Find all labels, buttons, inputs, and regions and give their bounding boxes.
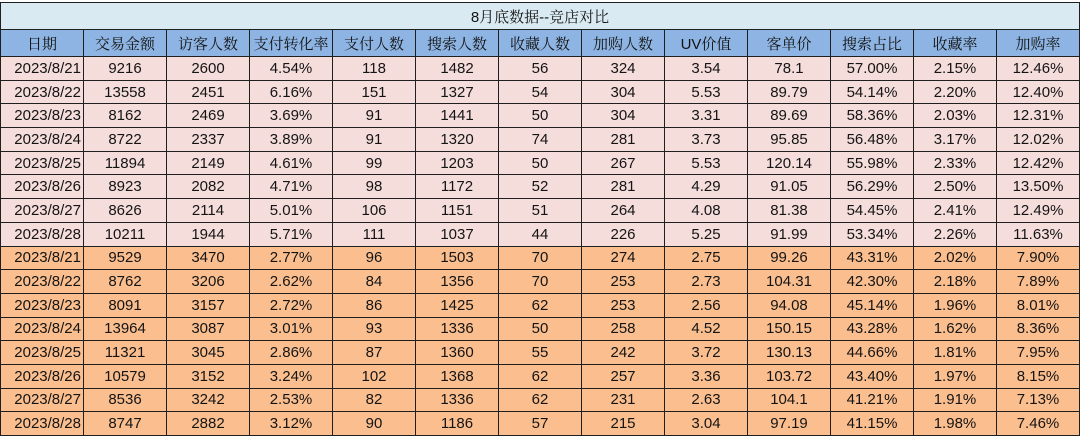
table-cell[interactable]: 70	[499, 246, 582, 270]
table-cell[interactable]: 2.02%	[914, 246, 997, 270]
table-row	[1, 80, 1080, 104]
table-cell[interactable]: 8162	[84, 104, 167, 128]
table-cell[interactable]: 2451	[167, 80, 250, 104]
table-cell[interactable]: 4.54%	[250, 57, 333, 81]
table-cell[interactable]: 9529	[84, 246, 167, 270]
date-cell[interactable]: 2023/8/26	[1, 364, 84, 388]
table-cell[interactable]: 215	[582, 412, 665, 436]
table-cell[interactable]: 7.46%	[997, 412, 1080, 436]
table-cell[interactable]: 87	[333, 341, 416, 365]
table-cell[interactable]: 1172	[416, 175, 499, 199]
table-cell[interactable]: 3.17%	[914, 128, 997, 152]
table-cell[interactable]: 1503	[416, 246, 499, 270]
table-cell[interactable]: 93	[333, 317, 416, 341]
table-cell[interactable]: 2.56	[665, 293, 748, 317]
table-cell[interactable]: 44.66%	[831, 341, 914, 365]
date-cell[interactable]: 2023/8/28	[1, 222, 84, 246]
table-cell[interactable]: 91	[333, 128, 416, 152]
table-cell[interactable]: 104.31	[748, 270, 831, 294]
title-row	[1, 3, 1080, 30]
table-cell[interactable]: 43.40%	[831, 364, 914, 388]
column-header-10[interactable]: 搜索占比	[831, 30, 914, 57]
table-cell[interactable]: 13.50%	[997, 175, 1080, 199]
column-header-0[interactable]: 日期	[1, 30, 84, 57]
table-cell[interactable]: 62	[499, 388, 582, 412]
date-cell[interactable]: 2023/8/22	[1, 270, 84, 294]
table-cell[interactable]: 1441	[416, 104, 499, 128]
column-header-1[interactable]: 交易金额	[84, 30, 167, 57]
table-cell[interactable]: 42.30%	[831, 270, 914, 294]
date-cell[interactable]: 2023/8/22	[1, 80, 84, 104]
table-cell[interactable]: 56.29%	[831, 175, 914, 199]
table-cell[interactable]: 41.21%	[831, 388, 914, 412]
table-cell[interactable]: 2.33%	[914, 151, 997, 175]
table-cell[interactable]: 99	[333, 151, 416, 175]
table-cell[interactable]: 43.28%	[831, 317, 914, 341]
table-cell[interactable]: 1.62%	[914, 317, 997, 341]
table-cell[interactable]: 96	[333, 246, 416, 270]
table-cell[interactable]: 2.86%	[250, 341, 333, 365]
table-cell[interactable]: 3470	[167, 246, 250, 270]
table-cell[interactable]: 1327	[416, 80, 499, 104]
table-cell[interactable]: 3087	[167, 317, 250, 341]
table-cell[interactable]: 304	[582, 104, 665, 128]
table-cell[interactable]: 281	[582, 128, 665, 152]
table-row	[1, 128, 1080, 152]
column-header-4[interactable]: 支付人数	[333, 30, 416, 57]
table-cell[interactable]: 44	[499, 222, 582, 246]
table-row	[1, 246, 1080, 270]
table-cell[interactable]: 2.50%	[914, 175, 997, 199]
table-cell[interactable]: 103.72	[748, 364, 831, 388]
table-cell[interactable]: 54	[499, 80, 582, 104]
table-cell[interactable]: 90	[333, 412, 416, 436]
table-cell[interactable]: 50	[499, 104, 582, 128]
table-cell[interactable]: 62	[499, 364, 582, 388]
table-row	[1, 57, 1080, 81]
table-cell[interactable]: 3.54	[665, 57, 748, 81]
table-cell[interactable]: 7.89%	[997, 270, 1080, 294]
table-cell[interactable]: 324	[582, 57, 665, 81]
table-cell[interactable]: 55.98%	[831, 151, 914, 175]
table-cell[interactable]: 253	[582, 270, 665, 294]
table-cell[interactable]: 12.02%	[997, 128, 1080, 152]
column-header-9[interactable]: 客单价	[748, 30, 831, 57]
table-row	[1, 222, 1080, 246]
table-row	[1, 104, 1080, 128]
table-cell[interactable]: 89.79	[748, 80, 831, 104]
table-cell[interactable]: 3.24%	[250, 364, 333, 388]
table-cell[interactable]: 11.63%	[997, 222, 1080, 246]
table-row	[1, 293, 1080, 317]
table-cell[interactable]: 2.62%	[250, 270, 333, 294]
table-row	[1, 270, 1080, 294]
table-cell[interactable]: 4.08	[665, 199, 748, 223]
table-cell[interactable]: 242	[582, 341, 665, 365]
table-cell[interactable]: 2.41%	[914, 199, 997, 223]
date-cell[interactable]: 2023/8/24	[1, 317, 84, 341]
table-cell[interactable]: 106	[333, 199, 416, 223]
table-cell[interactable]: 12.31%	[997, 104, 1080, 128]
table-cell[interactable]: 2082	[167, 175, 250, 199]
table-cell[interactable]: 1336	[416, 388, 499, 412]
table-cell[interactable]: 57.00%	[831, 57, 914, 81]
table-cell[interactable]: 57	[499, 412, 582, 436]
table-row	[1, 199, 1080, 223]
table-cell[interactable]: 3.36	[665, 364, 748, 388]
table-cell[interactable]: 2.75	[665, 246, 748, 270]
table-cell[interactable]: 74	[499, 128, 582, 152]
table-cell[interactable]: 12.42%	[997, 151, 1080, 175]
table-cell[interactable]: 8747	[84, 412, 167, 436]
table-cell[interactable]: 3242	[167, 388, 250, 412]
table-row	[1, 151, 1080, 175]
table-cell[interactable]: 8626	[84, 199, 167, 223]
table-cell[interactable]: 2.20%	[914, 80, 997, 104]
date-cell[interactable]: 2023/8/24	[1, 128, 84, 152]
table-cell[interactable]: 62	[499, 293, 582, 317]
date-cell[interactable]: 2023/8/27	[1, 388, 84, 412]
table-cell[interactable]: 1203	[416, 151, 499, 175]
column-header-7[interactable]: 加购人数	[582, 30, 665, 57]
table-cell[interactable]: 3.12%	[250, 412, 333, 436]
table-cell[interactable]: 1.96%	[914, 293, 997, 317]
table-cell[interactable]: 3.04	[665, 412, 748, 436]
table-cell[interactable]: 12.46%	[997, 57, 1080, 81]
table-cell[interactable]: 4.52	[665, 317, 748, 341]
date-cell[interactable]: 2023/8/25	[1, 341, 84, 365]
table-cell[interactable]: 2337	[167, 128, 250, 152]
table-cell[interactable]: 3206	[167, 270, 250, 294]
table-cell[interactable]: 111	[333, 222, 416, 246]
table-cell[interactable]: 8.01%	[997, 293, 1080, 317]
table-cell[interactable]: 231	[582, 388, 665, 412]
column-header-8[interactable]: UV价值	[665, 30, 748, 57]
table-cell[interactable]: 52	[499, 175, 582, 199]
table-row	[1, 175, 1080, 199]
table-cell[interactable]: 7.95%	[997, 341, 1080, 365]
table-cell[interactable]: 81.38	[748, 199, 831, 223]
table-cell[interactable]: 2.15%	[914, 57, 997, 81]
table-cell[interactable]: 89.69	[748, 104, 831, 128]
table-cell[interactable]: 91.05	[748, 175, 831, 199]
table-cell[interactable]: 8.36%	[997, 317, 1080, 341]
table-cell[interactable]: 2.18%	[914, 270, 997, 294]
table-cell[interactable]: 8.15%	[997, 364, 1080, 388]
column-header-2[interactable]: 访客人数	[167, 30, 250, 57]
table-cell[interactable]: 97.19	[748, 412, 831, 436]
table-cell[interactable]: 50	[499, 151, 582, 175]
table-cell[interactable]: 11894	[84, 151, 167, 175]
table-cell[interactable]: 4.61%	[250, 151, 333, 175]
table-cell[interactable]: 2.63	[665, 388, 748, 412]
table-cell[interactable]: 1425	[416, 293, 499, 317]
table-cell[interactable]: 5.25	[665, 222, 748, 246]
table-cell[interactable]: 130.13	[748, 341, 831, 365]
table-cell[interactable]: 1482	[416, 57, 499, 81]
table-cell[interactable]: 91.99	[748, 222, 831, 246]
table-cell[interactable]: 1336	[416, 317, 499, 341]
table-cell[interactable]: 11321	[84, 341, 167, 365]
table-cell[interactable]: 2.53%	[250, 388, 333, 412]
table-cell[interactable]: 12.40%	[997, 80, 1080, 104]
date-cell[interactable]: 2023/8/23	[1, 293, 84, 317]
table-cell[interactable]: 5.01%	[250, 199, 333, 223]
table-cell[interactable]: 2149	[167, 151, 250, 175]
table-cell[interactable]: 7.13%	[997, 388, 1080, 412]
table-row	[1, 317, 1080, 341]
table-cell[interactable]: 3157	[167, 293, 250, 317]
table-cell[interactable]: 274	[582, 246, 665, 270]
table-cell[interactable]: 91	[333, 104, 416, 128]
table-cell[interactable]: 95.85	[748, 128, 831, 152]
table-cell[interactable]: 151	[333, 80, 416, 104]
table-cell[interactable]: 5.53	[665, 80, 748, 104]
table-cell[interactable]: 2114	[167, 199, 250, 223]
table-row	[1, 341, 1080, 365]
date-cell[interactable]: 2023/8/26	[1, 175, 84, 199]
table-row	[1, 388, 1080, 412]
table-cell[interactable]: 70	[499, 270, 582, 294]
table-cell[interactable]: 253	[582, 293, 665, 317]
table-cell[interactable]: 86	[333, 293, 416, 317]
table-cell[interactable]: 99.26	[748, 246, 831, 270]
table-cell[interactable]: 55	[499, 341, 582, 365]
table-cell[interactable]: 258	[582, 317, 665, 341]
table-cell[interactable]: 3.31	[665, 104, 748, 128]
table-cell[interactable]: 51	[499, 199, 582, 223]
table-cell[interactable]: 120.14	[748, 151, 831, 175]
table-row	[1, 412, 1080, 436]
table-cell[interactable]: 2.72%	[250, 293, 333, 317]
table-cell[interactable]: 2600	[167, 57, 250, 81]
table-cell[interactable]: 4.71%	[250, 175, 333, 199]
table-cell[interactable]: 8923	[84, 175, 167, 199]
table-cell[interactable]: 1944	[167, 222, 250, 246]
table-cell[interactable]: 54.14%	[831, 80, 914, 104]
table-cell[interactable]: 13964	[84, 317, 167, 341]
table-cell[interactable]: 2882	[167, 412, 250, 436]
table-cell[interactable]: 78.1	[748, 57, 831, 81]
date-cell[interactable]: 2023/8/28	[1, 412, 84, 436]
table-cell[interactable]: 2.26%	[914, 222, 997, 246]
column-header-11[interactable]: 收藏率	[914, 30, 997, 57]
column-header-5[interactable]: 搜索人数	[416, 30, 499, 57]
table-cell[interactable]: 3045	[167, 341, 250, 365]
table-cell[interactable]: 3.01%	[250, 317, 333, 341]
table-cell[interactable]: 2.73	[665, 270, 748, 294]
table-cell[interactable]: 94.08	[748, 293, 831, 317]
table-cell[interactable]: 1.81%	[914, 341, 997, 365]
table-cell[interactable]: 10579	[84, 364, 167, 388]
table-cell[interactable]: 304	[582, 80, 665, 104]
table-cell[interactable]: 3.69%	[250, 104, 333, 128]
table-cell[interactable]: 1186	[416, 412, 499, 436]
table-cell[interactable]: 50	[499, 317, 582, 341]
date-cell[interactable]: 2023/8/21	[1, 246, 84, 270]
table-cell[interactable]: 3152	[167, 364, 250, 388]
table-cell[interactable]: 45.14%	[831, 293, 914, 317]
table-cell[interactable]: 2469	[167, 104, 250, 128]
table-cell[interactable]: 3.73	[665, 128, 748, 152]
table-cell[interactable]: 1151	[416, 199, 499, 223]
table-cell[interactable]: 58.36%	[831, 104, 914, 128]
table-cell[interactable]: 1360	[416, 341, 499, 365]
table-cell[interactable]: 41.15%	[831, 412, 914, 436]
table-cell[interactable]: 1368	[416, 364, 499, 388]
table-cell[interactable]: 8091	[84, 293, 167, 317]
table-row	[1, 364, 1080, 388]
table-cell[interactable]: 1320	[416, 128, 499, 152]
table-cell[interactable]: 1356	[416, 270, 499, 294]
table-cell[interactable]: 102	[333, 364, 416, 388]
table-cell[interactable]: 118	[333, 57, 416, 81]
table-cell[interactable]: 7.90%	[997, 246, 1080, 270]
date-cell[interactable]: 2023/8/27	[1, 199, 84, 223]
table-cell[interactable]: 281	[582, 175, 665, 199]
table-cell[interactable]: 9216	[84, 57, 167, 81]
table-cell[interactable]: 3.72	[665, 341, 748, 365]
table-cell[interactable]: 5.53	[665, 151, 748, 175]
date-cell[interactable]: 2023/8/23	[1, 104, 84, 128]
table-cell[interactable]: 82	[333, 388, 416, 412]
table-cell[interactable]: 8722	[84, 128, 167, 152]
table-cell[interactable]: 1.98%	[914, 412, 997, 436]
table-cell[interactable]: 3.89%	[250, 128, 333, 152]
table-cell[interactable]: 8536	[84, 388, 167, 412]
table-title-cell[interactable]: 8月底数据--竞店对比	[1, 3, 1080, 30]
table-cell[interactable]: 264	[582, 199, 665, 223]
table-cell[interactable]: 6.16%	[250, 80, 333, 104]
table-cell[interactable]: 5.71%	[250, 222, 333, 246]
table-cell[interactable]: 13558	[84, 80, 167, 104]
table-cell[interactable]: 257	[582, 364, 665, 388]
header-row	[1, 30, 1080, 57]
spreadsheet-area	[0, 2, 1080, 436]
table-cell[interactable]: 98	[333, 175, 416, 199]
column-header-12[interactable]: 加购率	[997, 30, 1080, 57]
table-cell[interactable]: 2.77%	[250, 246, 333, 270]
table-cell[interactable]: 84	[333, 270, 416, 294]
table-cell[interactable]: 8762	[84, 270, 167, 294]
table-cell[interactable]: 12.49%	[997, 199, 1080, 223]
table-cell[interactable]: 104.1	[748, 388, 831, 412]
date-cell[interactable]: 2023/8/25	[1, 151, 84, 175]
table-cell[interactable]: 226	[582, 222, 665, 246]
table-cell[interactable]: 4.29	[665, 175, 748, 199]
table-cell[interactable]: 2.03%	[914, 104, 997, 128]
table-cell[interactable]: 1.97%	[914, 364, 997, 388]
table-cell[interactable]: 43.31%	[831, 246, 914, 270]
table-cell[interactable]: 56.48%	[831, 128, 914, 152]
table-cell[interactable]: 267	[582, 151, 665, 175]
column-header-3[interactable]: 支付转化率	[250, 30, 333, 57]
table-cell[interactable]: 54.45%	[831, 199, 914, 223]
table-cell[interactable]: 1037	[416, 222, 499, 246]
table-cell[interactable]: 150.15	[748, 317, 831, 341]
date-cell[interactable]: 2023/8/21	[1, 57, 84, 81]
table-cell[interactable]: 53.34%	[831, 222, 914, 246]
competitor-comparison-table	[0, 2, 1080, 436]
column-header-6[interactable]: 收藏人数	[499, 30, 582, 57]
table-cell[interactable]: 10211	[84, 222, 167, 246]
table-cell[interactable]: 1.91%	[914, 388, 997, 412]
table-cell[interactable]: 56	[499, 57, 582, 81]
